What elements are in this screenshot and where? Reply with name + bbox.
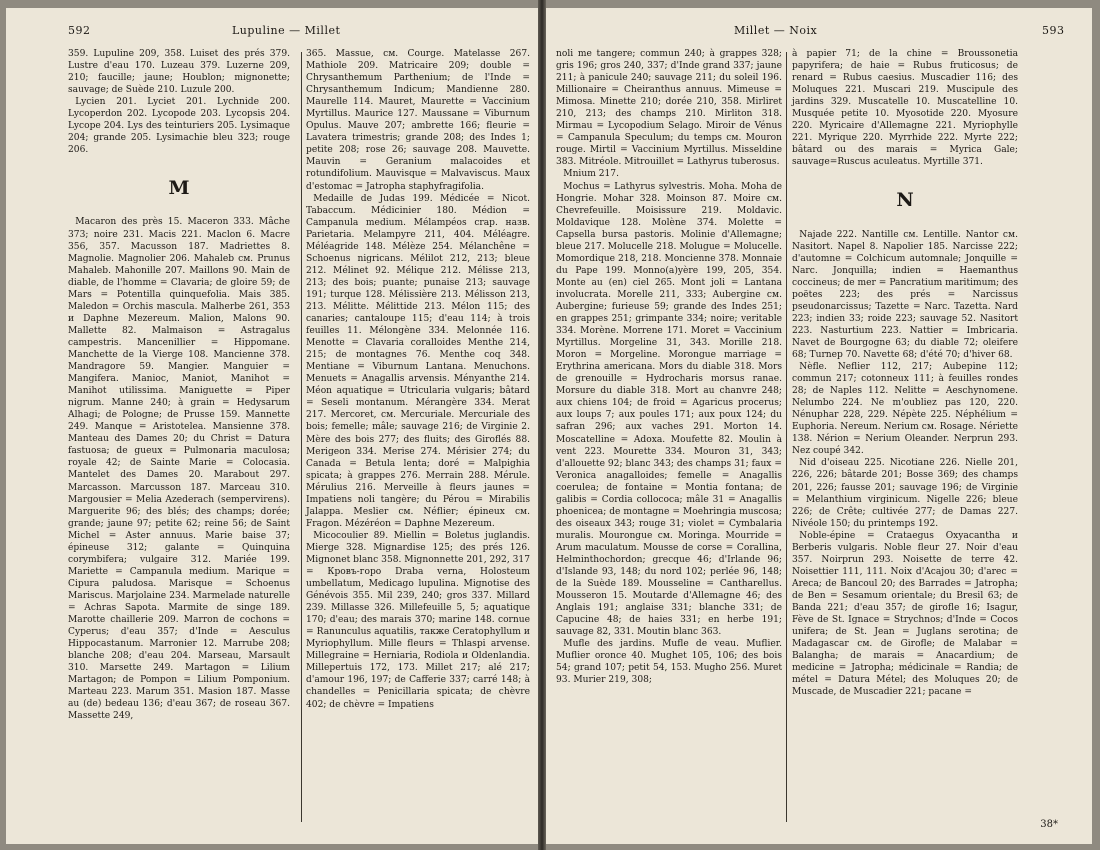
entry-block: Lycien 201. Lyciet 201. Lychnide 200. Lycoperdon 202. Lycopode 203. Lycopsis 204. Lycope 204. Lys des teinturiers 205. Lysimaque 204; grande 205. Lysimachie bleu 323; rouge 206. xyxy=(68,97,290,156)
left-column-1 xyxy=(68,48,290,722)
entry-block: Mnium 217. xyxy=(563,169,619,180)
running-head-title-right: Millet — Noix xyxy=(734,24,818,37)
entry-block: à papier 71; de la chine = Broussonetia papyrifera; de haie = Rubus fruticosus; de renard = Rubus caesius. Muscadier 116; des Moluques 221. Muscari 219. Muscipule des jardins 329. Muscatelle 10. Muscatelline 10. Musquée petite 10. Myosotide 220. Myosure 220. Myricaire d'Allemagne 221. Myriophylle 221. Myrique 220. Myrrhide 222. Myrte 222; bâtard ou des marais = Myrica Gale; sauvage=Ruscus aculeatus. Myrtille 371. xyxy=(792,49,1018,168)
page-number-right: 593 xyxy=(1042,24,1065,37)
column-rule-left xyxy=(301,52,302,822)
entry-block: noli me tangere; commun 240; à grappes 328; gris 196; gros 240, 337; d'Inde grand 337; jaune 211; à panicule 240; sauvage 211; du soleil 196. Millionaire = Cheiranthus annuus. Mimeuse = Mimosa. Minette 210; dorée 210, 358. Mirliret 210, 213; des champs 210. Mirliton 318. Mirmau = Lycopodium Selago. Miroir de Vénus = Campanula Speculum; du temps cм. Mouron rouge. Mirtil = Vaccinium Myrtillus. Misseldine 383. Mitréole. Mitrouillet = Lathyrus tuberosus. xyxy=(556,49,782,168)
signature-mark: 38* xyxy=(1040,819,1058,830)
entry-block: Noble-épine = Crataegus Oxyacantha и Berberis vulgaris. Noble fleur 27. Noir d'eau 357. Noirprun 293. Noisette de terre 42. Noisettier 111, 111. Noix d'Acajou 30; d'arec = Areca; de Bancoul 20; des Barrades = Jatropha; de Ben = Sesamum orientale; du Bresil 63; de Banda 221; d'eau 357; de girofle 16; Isagur, Fève de St. Ignace = Strychnos; d'Inde = Cocos unifera; de St. Jean = Juglans serotina; de Madagascar cм. de Girofle; de Malabar = Balangha; de marais = Anacardium; de medicine = Jatropha; médicinale = Randia; de métel = Datura Métel; des Moluques 20; de Muscade, de Muscadier 221; pacane = xyxy=(792,530,1018,698)
entry-block: Micocoulier 89. Miellin = Boletus juglandis. Mierge 328. Mignardise 125; des prés 126. Mignonet blanc 358. Mignonnette 201, 292, 317 = Кровъ-горо Draba verna, Holosteum umbellatum, Medicago lupulina. Mignotise des Génévois 355. Mil 239, 240; gros 337. Millard 239. Millasse 326. Millefeuille 5, 5; aquatique 170; d'eau; des marais 370; marine 148. cornue = Ranunculus aquatilis, также Ceratophyllum и Myriophyllum. Mille fleurs = Thlaspi arvense. Millegraine = Herniaria, Rodiola и Oldenlandia. Millepertuis 172, 173. Millet 217; alé 217; d'amour 196, 197; de Cafferie 337; carré 148; à chandelles = Penicillaria spicata; de chèvre 402; de chèvre = Impatiens xyxy=(306,530,530,710)
entry-block: Najade 222. Nantille cм. Lentille. Nantor cм. Nasitort. Napel 8. Napolier 185. Narcisse 222; d'automne = Colchicum automnale; Jonquille = Narc. Jonquilla; indien = Haemanthus coccineus; de mer = Pancratium maritimum; des poëtes 223; des prés = Narcissus pseudonarcissus; Tazette = Narc. Tazetta. Nard 223; indien 33; roide 223; sauvage 52. Nasitort 223. Nasturtium 223. Nattier = Imbricaria. Navet de Bourgogne 63; du diable 72; oleifere 68; Turnep 70. Navette 68; d'été 70; d'hiver 68. xyxy=(792,229,1018,360)
column-rule-right xyxy=(786,52,787,822)
left-column-2 xyxy=(306,48,530,711)
section-letter-n: N xyxy=(896,189,914,212)
entry-block: Mufle des jardins. Mufle de veau. Muflier. Muflier oronce 40. Mughet 105, 106; des bois 54; grand 107; petit 54, 153. Mugho 256. Muret 93. Murier 219, 308; xyxy=(556,639,782,686)
right-page xyxy=(546,8,1092,844)
section-letter-m: M xyxy=(168,177,190,200)
running-head-title-left: Lupuline — Millet xyxy=(232,24,341,37)
book-gutter xyxy=(538,0,546,850)
left-page xyxy=(6,8,538,844)
entry-block: Medaille de Judas 199. Médicée = Nicot. Tabaccum. Médicinier 180. Médion = Campanula medium. Mélampéos crap. назв. Parietaria. Melampyre 211, 404. Méléagre. Méléagride 148. Mélèze 254. Mélanchêne = Schoenus nigricans. Mélilot 212, 213; bleue 212. Mélinet 92. Mélique 212. Mélisse 213, 213; des bois; puante; punaise 213; sauvage 191; turque 128. Mélissière 213. Mélisson 213, 213. Mélitte. Mélittide 213. Mélon 115; des canaries; cantaloupe 115; d'eau 114; à trois feuilles 11. Mélongène 334. Melonnée 116. Menotte = Clavaria coralloides Menthe 214, 215; de montagnes 76. Menthe coq 348. Mentiane = Viburnum Lantana. Menuchons. Menuets = Anagallis arvensis. Ményanthe 214. Méon aquatique = Utricularia vulgaris; bâtard = Seseli montanum. Mérangère 334. Merat 217. Mercoret, cм. Mercuriale. Mercuriale des bois; femelle; mâle; sauvage 216; de Virginie 2. Mère des bois 277; des fluits; des Giroflés 88. Merigeon 334. Merise 274. Mérisier 274; du Canada = Betula lenta; doré = Malpighia spicata; à grappes 276. Merrain 288. Mérule. Mérulius 216. Merveille à fleurs jaunes = Impatiens noli tangère; du Pérou = Mirabilis Jalappa. Meslier cм. Néflier; épineux cм. Fragon. Mézéréon = Daphne Mezereum. xyxy=(306,193,530,529)
entry-block: Macaron des près 15. Maceron 333. Mâche 373; noire 231. Macis 221. Maclon 6. Macre 356, 357. Macusson 187. Madriettes 8. Magnolie. Magnolier 206. Mahaleb cм. Prunus Mahaleb. Mahonille 207. Maillons 90. Main de diable, de l'homme = Clavaria; de gloire 59; de Mars = Potentilla quinquefolia. Mais 385. Maledon = Orchis mascula. Malherbe 261, 353 и Daphne Mezereum. Malion, Malons 90. Mallette 82. Malmaison = Astragalus campestris. Mancenillier = Hippomane. Manchette de la Vierge 108. Mancienne 378. Mandragore 59. Mangier. Manguier = Mangifera. Manioc, Maniot, Manihot = Manihot utilissima. Maniguette = Piper nigrum. Manne 240; à grain = Hedysarum Alhagi; de Pologne; de Prusse 159. Mannette 249. Manque = Aristotelea. Mansienne 378. Manteau des Dames 20; du Christ = Datura fastuosa; de gueux = Pulmonaria maculosa; royale 42; de Sainte Marie = Colocasia. Mantelet des Dames 20. Marabout 297. Marcasson. Marcusson 187. Marceau 310. Margousier = Melia Azederach (sempervirens). Marguerite 96; des blés; des champs; dorée; grande; jaune 97; petite 62; reine 56; de Saint Michel = Aster annuus. Marie baise 37; épineuse 312; galante = Quinquina corymbifera; vulgaire 312. Mariée 199. Mariette = Campanula medium. Marique = Cipura paludosa. Marisque = Schoenus Mariscus. Marjolaine 234. Marmelade naturelle = Achras Sapota. Marmite de singe 189. Marotte chaillerie 209. Marron de cochons = Cyperus; d'eau 357; d'Inde = Aesculus Hippocastanum. Marronier 12. Marrube 208; blanche 208; d'eau 204. Marseau, Marsault 310. Marsette 249. Martagon = Lilium Martagon; de Pompon = Lilium Pomponium. Marteau 223. Marum 351. Masion 187. Masse au (de) bedeau 136; d'eau 367; de roseau 367. Massette 249, xyxy=(68,217,290,722)
entry-block: Nid d'oiseau 225. Nicotiane 226. Nielle 201, 226, 226; bâtarde 201; Bosse 369; des champs 201, 226; fausse 201; sauvage 196; de Virginie = Melanthium virginicum. Nigelle 226; bleue 226; de Crête; cultivée 277; de Damas 227. Nivéole 150; du printemps 192. xyxy=(792,458,1018,529)
entry-block: 359. Lupuline 209, 358. Luiset des prés 379. Lustre d'eau 170. Luzeau 379. Luzerne 209, 210; faucille; jaune; Houblon; mignonette; sauvage; de Suède 210. Luzule 200. xyxy=(68,49,290,96)
right-column-1 xyxy=(556,48,782,686)
right-column-2 xyxy=(792,48,1018,698)
entry-block: Mochus = Lathyrus sylvestris. Moha. Moha de Hongrie. Mohar 328. Moinson 87. Moire cм. Chevrefeuille. Moisissure 219. Moldavic. Moldavique 128. Molène 374. Molette = Capsella bursa pastoris. Molinie d'Allemagne; bleue 217. Molucelle 218. Molugue = Molucelle. Momordique 218, 218. Moncienne 378. Monnaie du Pape 199. Monno(a)yère 199, 205, 354. Monte au (en) ciel 265. Mont joli = Lantana involucrata. Morelle 211, 333; Aubergine cм. Aubergine; furieuse 59; grande des Indes 251; en grappes 251; grimpante 334; noire; veritable 334. Morène. Morrene 171. Moret = Vaccinium Myrtillus. Morgeline 31, 343. Morille 218. Moron = Morgeline. Morongue marriage = Erythrina americana. Mors du diable 318. Mors de grenouille = Hydrocharis morsus ranae. Morsure du diable 318. Mort au chanvre 248; aux chiens 104; de froid = Agaricus procerus; aux loups 7; aux poules 171; aux poux 124; du safran 296; aux vaches 291. Morton 14. Moscatelline = Adoxa. Moufette 82. Moulin à vent 223. Mourette 334. Mouron 31, 343; d'allouette 92; blanc 343; des champs 31; faux = Veronica anagalloides; femelle = Anagallis coerulea; de fontaine = Montia fontana; de galibis = Cordia collococa; mâle 31 = Anagallis phoenicea; de montagne = Moehringia muscosa; des oiseaux 343; rouge 31; violet = Cymbalaria muralis. Mourongue cм. Moringa. Mourride = Arum maculatum. Mousse de corse = Corallina, Helminthochordon; grecque 46; d'Irlande 96; d'Islande 93, 148; du nord 102; perlée 96, 148; de la Suède 189. Mousseline = Cantharellus. Mousseron 15. Moutarde d'Allemagne 46; des Anglais 191; anglaise 331; blanche 331; de Capucine 48; de haies 331; en herbe 191; sauvage 82, 331. Moutin blanc 363. xyxy=(556,181,782,638)
entry-block: Nèfle. Neflier 112, 217; Aubepine 112; commun 217; cotonneux 111; à feuilles rondes 28; de Naples 112. Nelitte = Aeschynomene. Nelumbo 224. Ne m'oubliez pas 120, 220. Nénuphar 228, 229. Népète 225. Néphélium = Euphoria. Nereum. Nerium cм. Rosage. Nériette 138. Nérion = Nerium Oleander. Nerprun 293. Nez coupé 342. xyxy=(792,362,1018,457)
entry-block: 365. Massue, cм. Courge. Matelasse 267. Mathiole 209. Matricaire 209; double = Chrysanthemum Parthenium; de l'Inde = Chrysanthemum Indicum; Mandienne 280. Maurelle 114. Mauret, Maurette = Vaccinium Myrtillus. Maurice 127. Maussane = Viburnum Opulus. Mauve 207; ambrette 166; fleurie = Lavatera trimestris; grande 208; des Indes 1; petite 208; rose 26; sauvage 208. Mauvette. Mauvin = Geranium malacoides et rotundifolium. Mauvisque = Malvaviscus. Maux d'estomac = Jatropha staphyfragifolia. xyxy=(306,49,530,192)
page-number-left: 592 xyxy=(68,24,91,37)
